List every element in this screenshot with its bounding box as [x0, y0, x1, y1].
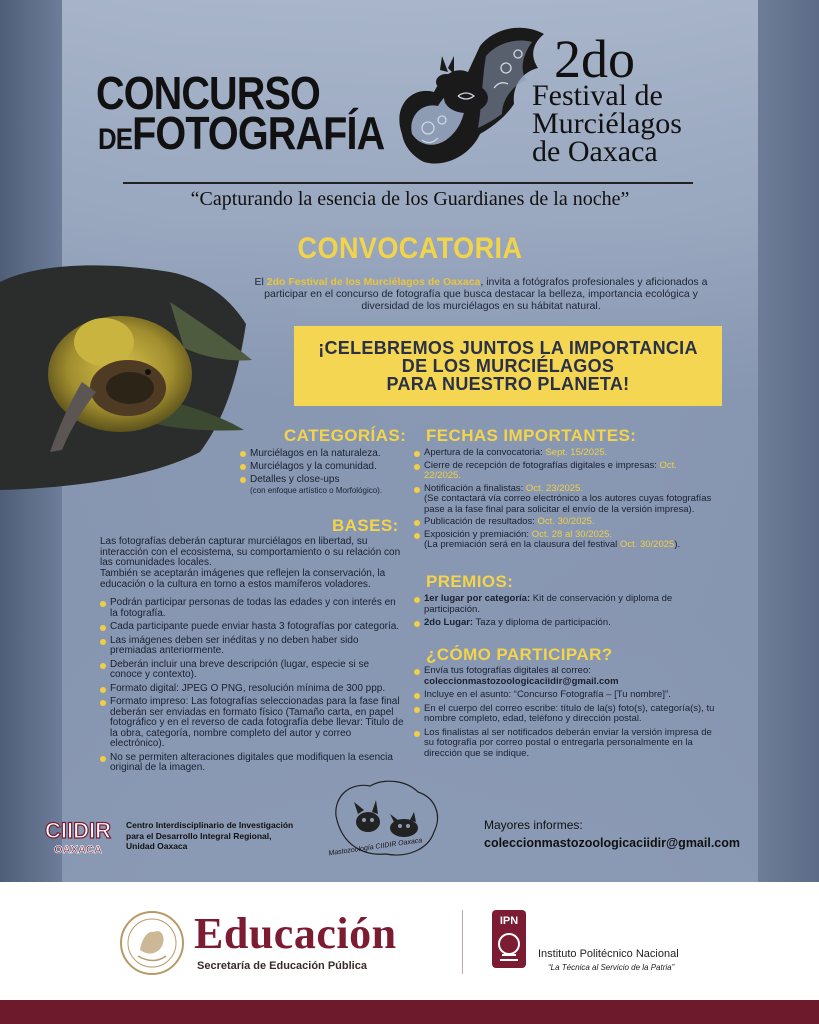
- sep-subtitle: Secretaría de Educación Pública: [197, 960, 367, 972]
- more-info-label: Mayores informes:: [484, 818, 583, 832]
- convocatoria-heading: CONVOCATORIA: [297, 232, 523, 265]
- festival-line2: Murciélagos: [532, 107, 682, 140]
- bat-photo: [0, 262, 262, 490]
- prize-label: 1er lugar por categoría:: [424, 593, 531, 604]
- date-note-end: ).: [674, 539, 681, 550]
- intro-highlight: 2do Festival de los Murciélagos de Oaxaca: [266, 276, 481, 288]
- list-item: [414, 618, 714, 629]
- categorias-heading: CATEGORÍAS:: [284, 426, 407, 445]
- list-item: Formato impreso: Las fotografías seleccionadas para la fase final deberán ser enviadas en formato físico (Tamaño carta, en papel fotográfico y en el reverso de cada fotografía debe llevar: Titulo de la obra, categoría, nombre completo del autor y correo electrónico).: [100, 697, 404, 750]
- festival-name: [532, 79, 682, 168]
- list-item: [414, 517, 714, 528]
- ciidir-line2: para el Desarrollo Integral Regional,: [126, 830, 272, 841]
- bases-paragraph-2: También se aceptarán imágenes que reflejen la conservación, la educación o la cultura en torno a estos mamíferos voladores.: [100, 568, 386, 590]
- date-value: Oct. 30/2025.: [537, 516, 595, 527]
- footer-color-bar: [0, 1000, 819, 1024]
- prize-label: 2do Lugar:: [424, 617, 474, 628]
- list-item: Deberán incluir una breve descripción (lugar, especie si se conoce y contexto).: [100, 660, 404, 681]
- celebration-banner: [294, 326, 722, 406]
- date-label: Cierre de recepción de fotografías digitales e impresas:: [424, 459, 660, 471]
- header-divider: [123, 182, 693, 184]
- date-note: (Se contactará vía correo electrónico a los autores cuyas fotografías pase a la fase final para solicitar el envío de la versión impresa).: [424, 493, 712, 515]
- ipn-logo: [488, 908, 530, 974]
- convocatoria-intro: [246, 276, 716, 312]
- more-info-email[interactable]: coleccionmastozoologicaciidir@gmail.com: [484, 836, 740, 850]
- ciidir-name: [126, 820, 326, 852]
- date-note: (La premiación será en la clausura del festival: [424, 539, 620, 550]
- list-item: [240, 474, 410, 496]
- list-item-text: Detalles y close-ups: [250, 474, 340, 485]
- ciidir-logo-top: CIIDIR: [45, 818, 111, 843]
- tagline: “Capturando la esencia de los Guardianes de la noche”: [190, 188, 630, 210]
- title-main: FOTOGRAFÍA: [132, 107, 385, 159]
- list-item: Las imágenes deben ser inéditas y no deben haber sido premiadas anteriormente.: [100, 636, 404, 657]
- list-item: [414, 594, 714, 615]
- como-participar-heading: ¿CÓMO PARTICIPAR?: [426, 645, 613, 664]
- date-value: Oct. 30/2025: [619, 539, 675, 550]
- contact-email[interactable]: coleccionmastozoologicaciidir@gmail.com: [424, 675, 619, 687]
- mastozoologia-caption: Mastozoología CIIDIR Oaxaca: [328, 837, 423, 858]
- footer-divider: [462, 910, 463, 974]
- date-value: Sept. 15/2025.: [545, 447, 608, 458]
- educacion-title: Educación: [194, 909, 397, 958]
- list-item: [414, 666, 720, 687]
- mexico-seal-icon: [118, 910, 186, 976]
- list-item: Murciélagos y la comunidad.: [240, 461, 410, 472]
- contest-title-line2: [98, 106, 384, 160]
- list-item: [414, 484, 714, 516]
- ciidir-line1: Centro Interdisciplinario de Investigación: [126, 820, 294, 830]
- title-prefix: DE: [98, 123, 133, 156]
- bases-list: [100, 598, 404, 777]
- intro-text-before: El: [254, 276, 267, 288]
- banner-line1: ¡CELEBREMOS JUNTOS LA IMPORTANCIA: [318, 338, 698, 358]
- list-item: Murciélagos en la naturaleza.: [240, 448, 410, 459]
- list-item: No se permiten alteraciones digitales que modifiquen la esencia original de la imagen.: [100, 753, 404, 774]
- date-label: Apertura de la convocatoria:: [424, 447, 546, 458]
- como-participar-list: [414, 666, 720, 762]
- ipn-name: Instituto Politécnico Nacional: [538, 948, 679, 960]
- list-item: Formato digital: JPEG O PNG, resolución mínima de 300 ppp.: [100, 684, 404, 695]
- date-label: Notificación a finalistas:: [424, 482, 526, 494]
- festival-line3: de Oaxaca: [532, 135, 658, 168]
- list-item: Cada participante puede enviar hasta 3 fotografías por categoría.: [100, 622, 404, 633]
- bases-paragraph-1: Las fotografías deberán capturar murciélagos en libertad, su interacción con el ecosistema, su comportamiento o su relación con las comunidades locales.: [100, 536, 401, 568]
- date-label: Exposición y premiación:: [424, 528, 532, 540]
- fechas-heading: FECHAS IMPORTANTES:: [426, 426, 637, 445]
- festival-line1: Festival de: [532, 79, 663, 112]
- festival-number: 2do: [554, 29, 635, 89]
- prize-text: Taza y diploma de participación.: [473, 617, 611, 628]
- ipn-logo-text: IPN: [499, 915, 519, 927]
- list-item: [414, 530, 714, 551]
- date-value: Oct. 28 al 30/2025.: [531, 528, 612, 540]
- prize-text: Kit de conservación y diploma de participación.: [424, 593, 673, 615]
- list-item: Incluye en el asunto: “Concurso Fotografía – [Tu nombre]”.: [414, 690, 720, 701]
- premios-heading: PREMIOS:: [426, 572, 514, 591]
- list-item: En el cuerpo del correo escribe: título de la(s) foto(s), categoría(s), tu nombre completo, edad, teléfono y dirección postal.: [414, 704, 720, 725]
- banner-line2: DE LOS MURCIÉLAGOS: [401, 356, 615, 376]
- ipn-motto: “La Técnica al Servicio de la Patria”: [548, 963, 675, 972]
- contest-title-line1: CONCURSO: [96, 67, 320, 119]
- list-item: Podrán participar personas de todas las edades y con interés en la fotografía.: [100, 598, 404, 619]
- step-text: Envía tus fotografías digitales al correo:: [424, 665, 591, 676]
- ciidir-logo-bottom: OAXACA: [54, 844, 102, 856]
- categorias-list: [240, 448, 410, 498]
- banner-line3: PARA NUESTRO PLANETA!: [386, 374, 630, 394]
- list-item: Los finalistas al ser notificados deberán enviar la versión impresa de su fotografía por correo postal o entregarla personalmente en la dirección que se indique.: [414, 728, 720, 760]
- categoria-note: (con enfoque artístico o Morfológico).: [250, 486, 383, 495]
- bases-heading: BASES:: [332, 516, 399, 535]
- ciidir-logo: [36, 816, 120, 856]
- list-item: [414, 448, 714, 459]
- ciidir-line3: Unidad Oaxaca: [126, 841, 188, 851]
- intro-text-after: , invita a fotógrafos profesionales y aficionados a participar en el concurso de fotografía que busca destacar la belleza, importancia ecológica y diversidad de los murciélagos en su hábitat natural.: [264, 276, 708, 312]
- premios-list: [414, 594, 714, 632]
- date-value: Oct. 22/2025.: [424, 459, 677, 481]
- date-value: Oct. 23/2025.: [525, 482, 583, 494]
- date-label: Publicación de resultados:: [424, 516, 538, 527]
- fechas-list: [414, 448, 714, 553]
- list-item: [414, 461, 714, 482]
